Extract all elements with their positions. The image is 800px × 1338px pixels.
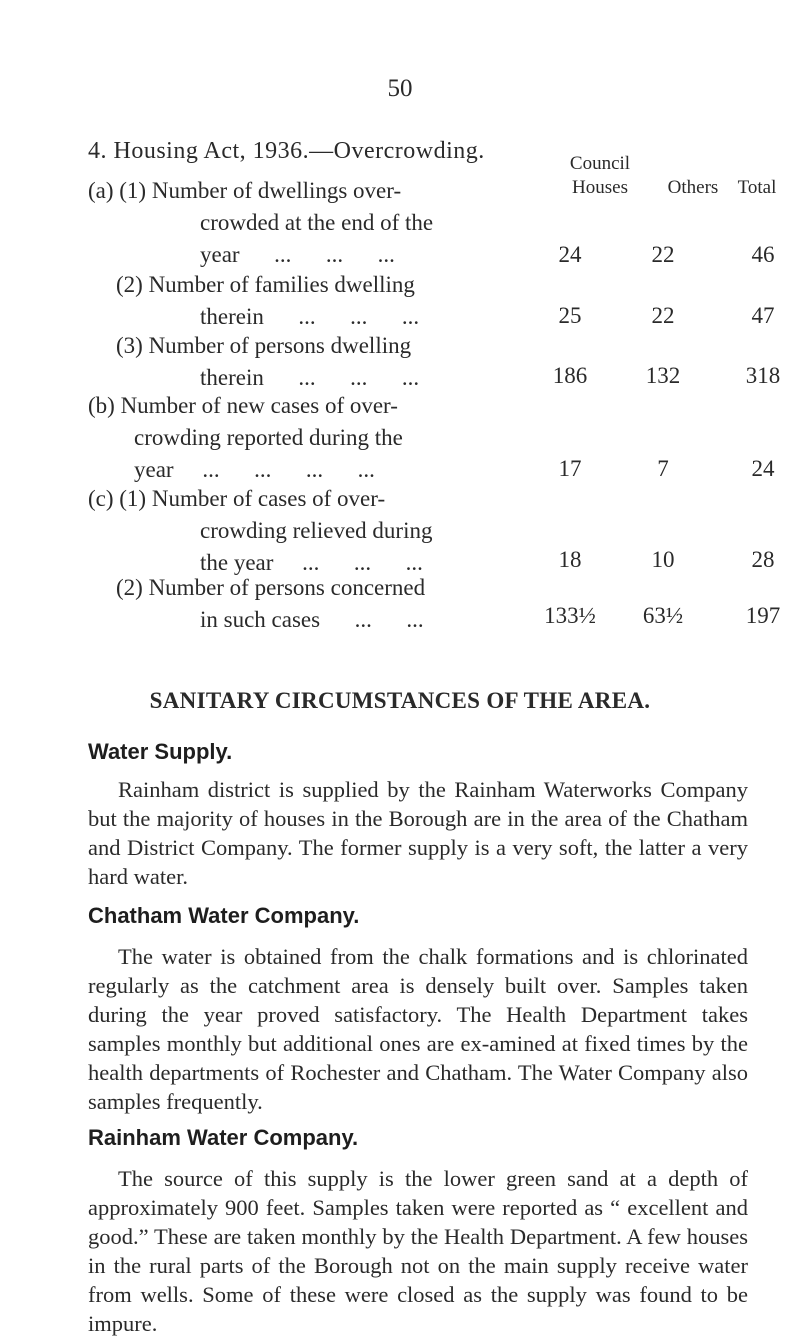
table-row-label: (2) Number of persons concerned in such cases ... ... — [116, 575, 426, 632]
table-cell-council: 186 — [552, 363, 588, 388]
table-cell-others: 63½ — [642, 603, 684, 628]
table-cell-council: 17 — [558, 456, 582, 481]
table-cell-council: 25 — [558, 303, 582, 328]
table-row-label: (3) Number of persons dwelling therein ... ... ... — [116, 333, 420, 390]
column-header-council-houses: Council Houses — [569, 153, 631, 198]
subheading-rainham-water: Rainham Water Company. — [88, 1125, 359, 1150]
table-cell-council: 18 — [558, 547, 582, 572]
paragraph-water-supply: Rainham district is supplied by the Rainham Waterworks Company but the majority of houses in the Borough are in the area of the Chatham and District Company. The former supply is a very soft, the latter a very hard water. — [88, 777, 748, 889]
table-cell-others: 22 — [651, 242, 675, 267]
table-cell-total: 46 — [751, 242, 775, 267]
section-heading-housing-act: 4. Housing Act, 1936.—Overcrowding. — [88, 138, 485, 164]
table-row-label: (c) (1) Number of cases of over- crowding relieved during the year ... ... ... — [88, 486, 433, 575]
table-cell-total: 318 — [745, 363, 781, 388]
table-cell-total: 47 — [751, 303, 775, 328]
table-row-label: (a) (1) Number of dwellings over- crowded at the end of the year ... ... ... — [88, 178, 434, 267]
section-title-sanitary: SANITARY CIRCUMSTANCES OF THE AREA. — [149, 688, 651, 713]
column-header-total: Total — [737, 177, 777, 198]
table-cell-council: 133½ — [544, 603, 596, 628]
column-header-others: Others — [667, 177, 719, 198]
table-cell-others: 7 — [657, 456, 669, 481]
paragraph-rainham-water: The source of this supply is the lower green sand at a depth of approximately 900 feet. Samples taken were reported as “ excellent and good.” These are taken monthly by the Health Department. A few houses in the rural parts of the Borough not on the main supply receive water from wells. Some of these were closed as the supply was found to be impure. — [88, 1166, 748, 1336]
table-cell-others: 22 — [651, 303, 675, 328]
table-row-label: (b) Number of new cases of over- crowding reported during the year ... ... ... ... — [88, 393, 403, 482]
subheading-chatham-water: Chatham Water Company. — [88, 903, 360, 928]
table-cell-others: 10 — [651, 547, 675, 572]
paragraph-chatham-water: The water is obtained from the chalk formations and is chlorinated regularly as the catchment area is densely built over. Samples taken during the year proved satisfactory. The Health Department takes samples monthly but additional ones are ex-amined at fixed times by the health departments of Rochester and Chatham. The Water Company also samples frequently. — [88, 944, 748, 1114]
page-number: 50 — [387, 75, 413, 102]
table-cell-others: 132 — [645, 363, 681, 388]
table-cell-total: 197 — [745, 603, 781, 628]
subheading-water-supply: Water Supply. — [88, 739, 233, 764]
table-cell-total: 24 — [751, 456, 775, 481]
table-cell-total: 28 — [751, 547, 775, 572]
table-cell-council: 24 — [558, 242, 582, 267]
table-row-label: (2) Number of families dwelling therein ... ... ... — [116, 272, 420, 329]
